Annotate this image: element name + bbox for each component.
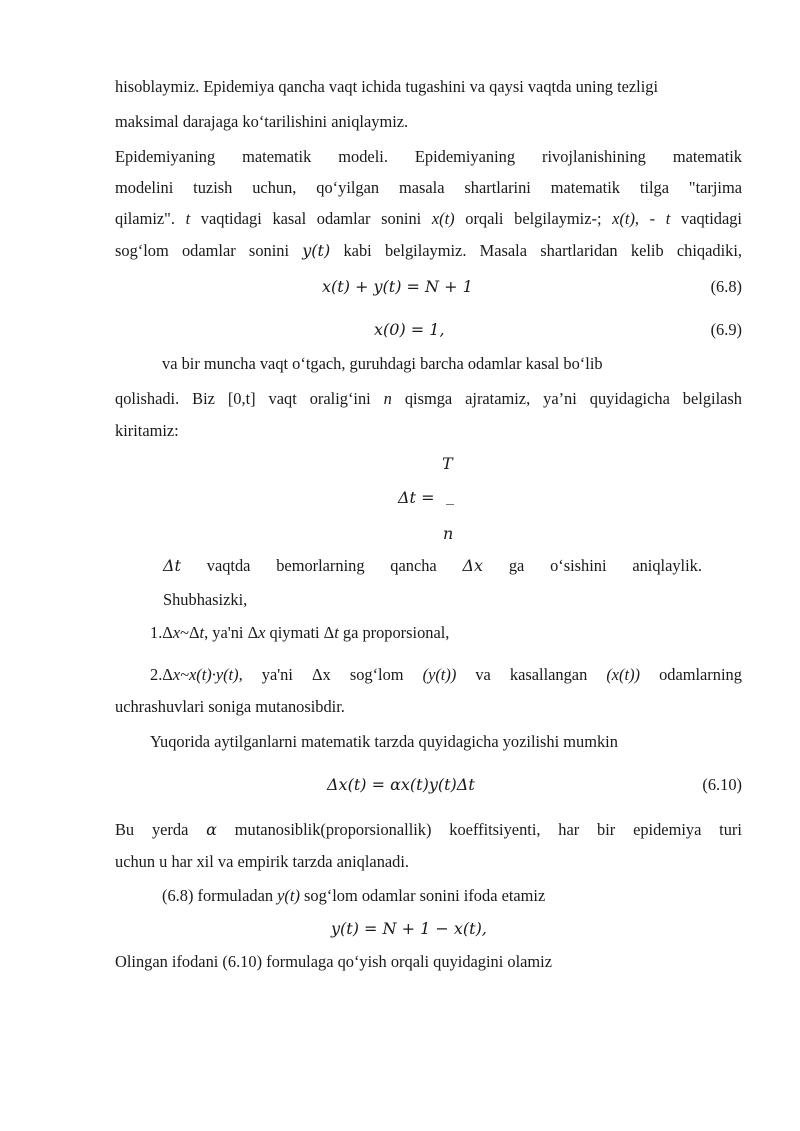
fraction-denominator: n bbox=[443, 524, 454, 543]
text-line: va bir muncha vaqt o‘tgach, guruhdagi barcha odamlar kasal bo‘lib bbox=[162, 354, 603, 373]
text-line: Olingan ifodani (6.10) formulaga qo‘yish orqali quyidagini olamiz bbox=[115, 952, 552, 971]
text-line: uchrashuvlari soniga mutanosibdir. bbox=[115, 697, 345, 716]
equation-6-8: x(t) + y(t) = N + 1 bbox=[322, 277, 473, 296]
text-line: Bu yerda α mutanosiblik(proporsionallik) koeffitsiyenti, har bir epidemiya turi bbox=[115, 820, 742, 839]
equation-y: y(t) = N + 1 − x(t), bbox=[331, 919, 487, 938]
fraction-bar: _ bbox=[446, 486, 454, 505]
equation-number: (6.10) bbox=[702, 775, 742, 794]
text-line: Shubhasizki, bbox=[163, 590, 248, 609]
text-line: Epidemiyaning matematik modeli. Epidemiyaning rivojlanishining matematik bbox=[115, 147, 742, 166]
text-line: (6.8) formuladan y(t) sog‘lom odamlar sonini ifoda etamiz bbox=[162, 886, 546, 905]
equation-number: (6.8) bbox=[710, 277, 742, 296]
text-line: sog‘lom odamlar sonini y(t) kabi belgilaymiz. Masala shartlaridan kelib chiqadiki, bbox=[115, 241, 742, 260]
text-line: hisoblaymiz. Epidemiya qancha vaqt ichida tugashini va qaysi vaqtda uning tezligi bbox=[115, 77, 659, 96]
text-line: modelini tuzish uchun, qo‘yilgan masala shartlarini matematik tilga "tarjima bbox=[115, 178, 742, 197]
equation-6-9: x(0) = 1, bbox=[374, 320, 445, 339]
text-line: kiritamiz: bbox=[115, 421, 179, 440]
text-line: Δt vaqtda bemorlarning qancha Δx ga o‘sishini aniqlaylik. bbox=[163, 556, 702, 575]
text-line: qilamiz". t vaqtidagi kasal odamlar sonini x(t) orqali belgilaymiz-; x(t), - t vaqtidagi bbox=[115, 209, 742, 228]
list-item: 1.Δx~Δt, ya'ni Δx qiymati Δt ga proporsional, bbox=[150, 623, 450, 642]
equation-6-10: Δx(t) = αx(t)y(t)Δt bbox=[327, 775, 475, 794]
text-line: uchun u har xil va empirik tarzda aniqlanadi. bbox=[115, 852, 410, 871]
fraction-numerator: T bbox=[442, 454, 453, 473]
text-line: Yuqorida aytilganlarni matematik tarzda quyidagicha yozilishi mumkin bbox=[150, 732, 618, 751]
list-item: 2.Δx~x(t)·y(t), ya'ni Δx sog‘lom (y(t)) va kasallangan (x(t)) odamlarning bbox=[150, 665, 742, 684]
equation-number: (6.9) bbox=[710, 320, 742, 339]
fraction-lhs: Δt = bbox=[398, 488, 435, 507]
text-line: qolishadi. Biz [0,t] vaqt oralig‘ini n qismga ajratamiz, ya’ni quyidagicha belgilash bbox=[115, 389, 742, 408]
text-line: maksimal darajaga ko‘tarilishini aniqlaymiz. bbox=[115, 112, 409, 131]
